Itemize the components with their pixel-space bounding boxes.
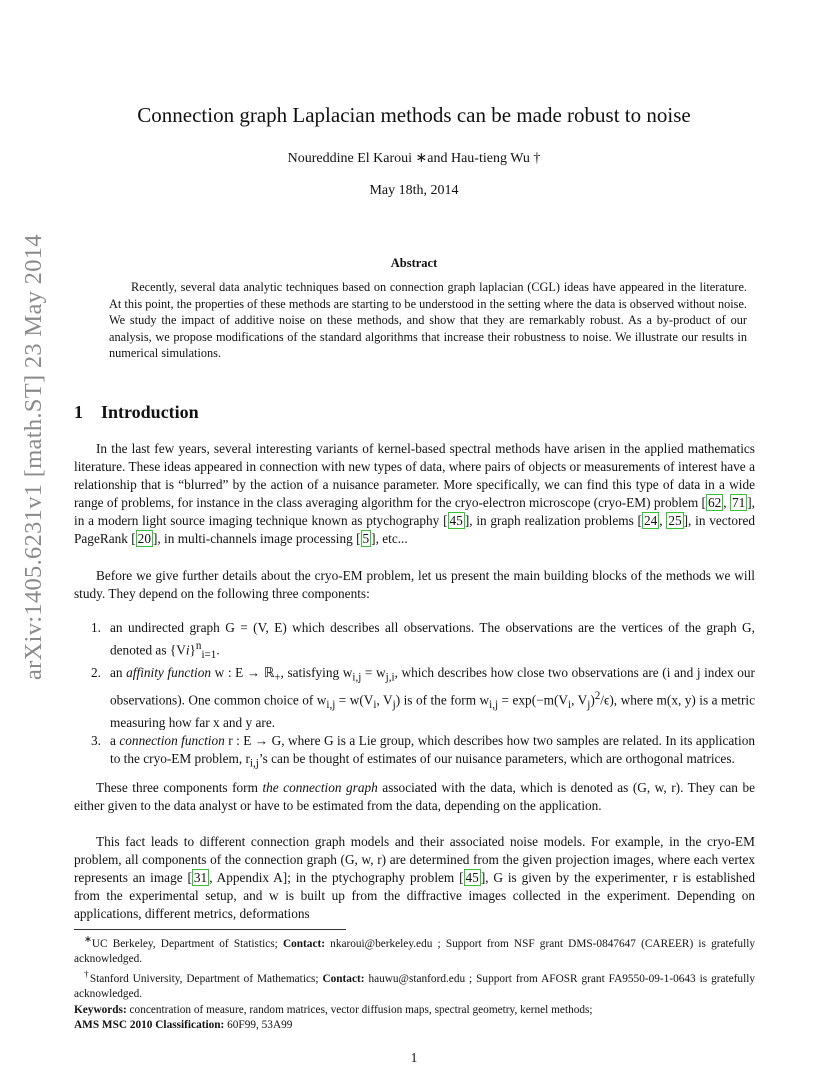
date: May 18th, 2014 [369, 183, 459, 198]
footnote-2: †Stanford University, Department of Mathematics; Contact: hauwu@stanford.edu ; Support from AFOSR grant FA9550-09-1-0643 is gratefully acknowledged. [74, 969, 756, 1001]
citation-link[interactable]: 62 [707, 495, 722, 510]
section-heading [74, 402, 199, 423]
footnotes [74, 933, 755, 1034]
paragraph-3: These three components form the connection graph associated with the data, which is denoted as (G, w, r). They can be either given to the data analyst or have to be estimated from the data, depending on the application. [74, 780, 756, 813]
paragraph-4: This fact leads to different connection graph models and their associated noise models. For example, in the cryo-EM problem, all components of the connection graph (G, w, r) are determined from the given projection images, where each vertex represents an image [ 31 , Appendix A]; in the ptychography problem [ 45 ], G is given by the experimenter, r is established from the experimental setup, and w is built up from the diffractive images collected in the experiment. Depending on applications, different metrics, deformations [74, 834, 755, 921]
paragraph-2: Before we give further details about the cryo-EM problem, let us present the main building blocks of the methods we will study. They depend on the following three components: [74, 568, 755, 601]
citation-link[interactable]: 45 [465, 870, 479, 885]
list-item: 1. an undirected graph G = (V, E) which describes all observations. The observations are the vertices of the graph G, denoted as $\{Vi\}^n_{i=1}$. [91, 620, 755, 662]
arxiv-stamp: arXiv:1405.6231v1 [math.ST] 23 May 2014 [20, 234, 47, 680]
footnote-rule [74, 929, 346, 930]
list-item: 2. an affinity function w : E → ℝ$_+$, satisfying $w_{i,j} = w_{j,i}$, which describes how close two observations are (i and j index our observations). One common choice of $w_{i,j} = w(V_i$, $V_j$) is of the form $w_{i,j} = \exp(-m(V_i$, $V_j)^2/\epsilon$), where m(x, y) is a metric measuring how far x and y are. [91, 665, 755, 730]
abstract-text: Recently, several data analytic techniques based on connection graph laplacian (CGL) ideas have appeared in the literature. At this point, the properties of these methods are starting to be understood in the setting where the data is observed without noise. We study the impact of additive noise on these methods, and show that they are remarkably robust. As a by-product of our analysis, we propose modifications of the standard algorithms that increase their robustness to noise. We illustrate our results in numerical simulations. [109, 280, 747, 360]
paragraph-1: In the last few years, several interesting variants of kernel-based spectral methods have arisen in the applied mathematics literature. These ideas appeared in connection with new types of data, where pairs of objects or measurements of interest have a relationship that is “blurred” by the action of a nuisance parameter. More specifically, we can find this type of data in a wide range of problems, for instance in the class averaging algorithm for the cryo-electron microscope (cryo-EM) problem [ 62 , 71 ], in a modern light source imaging technique known as ptychography [ 45 ], in graph realization problems [ 24 , 25 ], in vectored PageRank [ 20 ], in multi-channels image processing [ 5 ], etc... [74, 441, 755, 546]
section-title: Introduction [101, 402, 199, 422]
citation-link[interactable]: 31 [193, 870, 208, 885]
paper-title: Connection graph Laplacian methods can be made robust to noise [137, 103, 691, 127]
abstract-heading: Abstract [390, 256, 438, 270]
citation-link[interactable]: 45 [449, 513, 463, 528]
authors: Noureddine El Karoui ∗and Hau-tieng Wu † [287, 151, 541, 166]
citation-link[interactable]: 25 [668, 513, 682, 528]
page-number: 1 [410, 1050, 418, 1065]
ams-classification: AMS MSC 2010 Classification: 60F99, 53A99 [74, 1019, 293, 1032]
citation-link[interactable]: 20 [137, 531, 151, 546]
footnote-1: ∗UC Berkeley, Department of Statistics; Contact: nkaroui@berkeley.edu ; Support from NSF grant DMS-0847647 (CAREER) is gratefully acknowledged. [74, 935, 755, 966]
citation-link[interactable]: 5 [362, 531, 370, 546]
keywords: Keywords: concentration of measure, random matrices, vector diffusion maps, spectral geometry, kernel methods; [74, 1003, 593, 1016]
components-list [74, 619, 755, 772]
citation-link[interactable]: 24 [643, 513, 658, 528]
list-item: 3. a connection function r : E → G, where G is a Lie group, which describes how two samples are related. In its application to the cryo-EM problem, $r_{i,j}’s$ can be thought of estimates of our nuisance parameters, which are orthogonal matrices. [91, 732, 755, 770]
citation-link[interactable]: 71 [731, 495, 746, 510]
section-number: 1 [74, 402, 83, 422]
